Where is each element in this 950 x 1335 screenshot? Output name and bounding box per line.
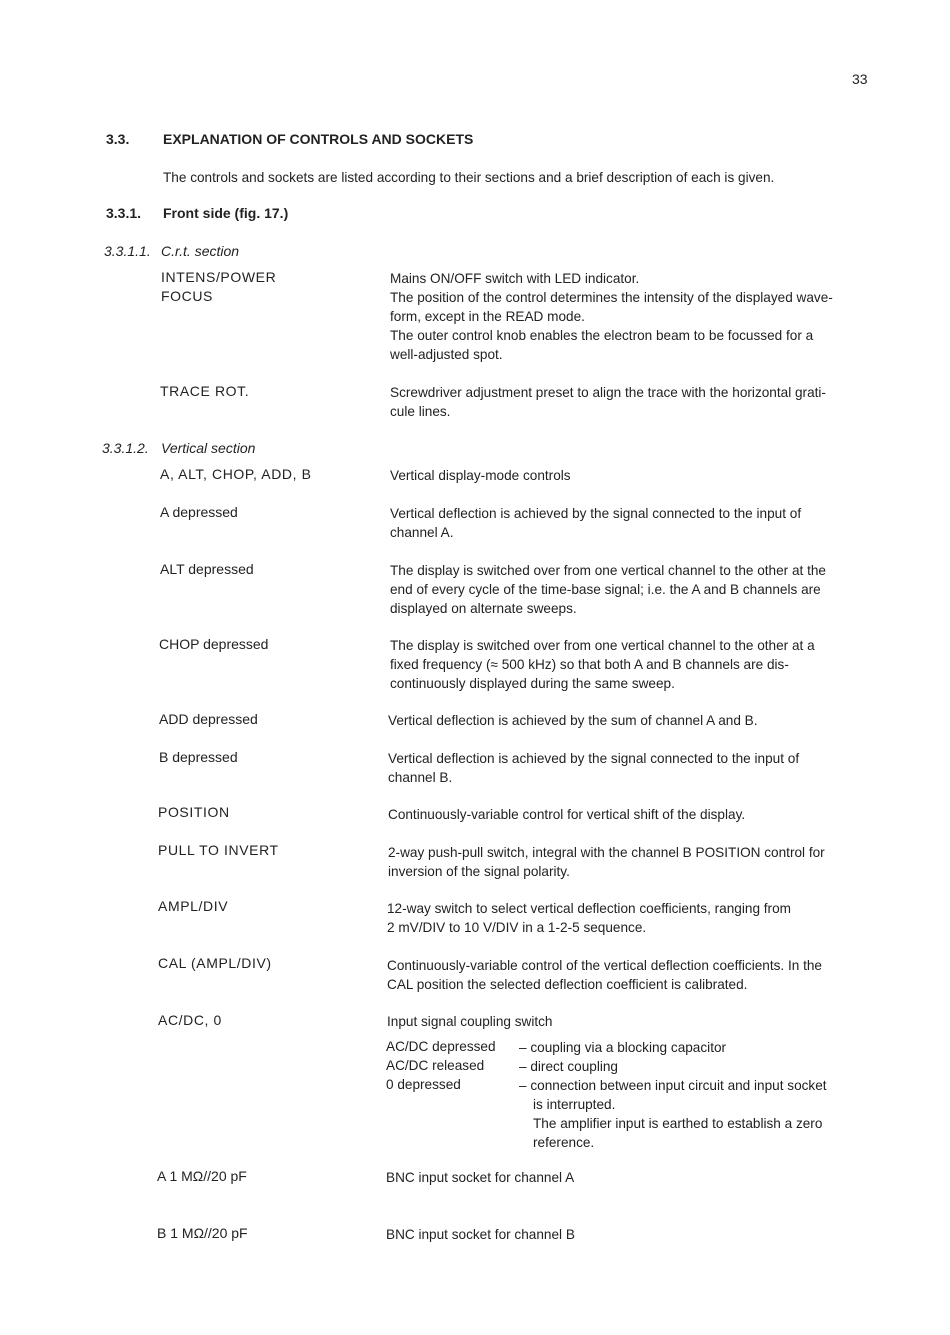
control-label-b-depressed: B depressed [159,749,238,765]
control-label-cal: CAL (AMPL/DIV) [158,955,272,971]
coupling-line: is interrupted. [533,1097,616,1112]
crt-section-title: C.r.t. section [161,243,240,259]
desc-line: BNC input socket for channel B [386,1227,575,1242]
coupling-line: The amplifier input is earthed to establish a zero [533,1116,823,1131]
control-desc-intens-power [390,269,870,288]
section-number: 3.3. [106,131,130,147]
desc-line: Vertical deflection is achieved by the sum of channel A and B. [388,713,758,728]
desc-line: Continuously-variable control for vertical shift of the display. [388,807,746,822]
vertical-section-number: 3.3.1.2. [102,440,149,456]
control-desc-ac-dc [387,1012,867,1031]
coupling-text-ac-dc-released [519,1057,618,1076]
desc-line: The outer control knob enables the electron beam to be focussed for a [390,328,814,343]
desc-line: CAL position the selected deflection coefficient is calibrated. [387,977,748,992]
desc-line: The position of the control determines the intensity of the displayed wave- [390,290,833,305]
desc-line: cule lines. [390,404,451,419]
control-desc-trace-rot [390,383,870,421]
desc-line: inversion of the signal polarity. [388,864,570,879]
control-desc-focus [390,288,870,364]
control-desc-ampl-div [387,899,867,937]
desc-line: end of every cycle of the time-base signal; i.e. the A and B channels are [390,582,821,597]
control-desc-alt-depressed [390,561,870,618]
section-title: EXPLANATION OF CONTROLS AND SOCKETS [163,131,474,147]
control-label-a-depressed: A depressed [160,504,238,520]
control-label-a-input: A 1 MΩ//20 pF [157,1168,247,1184]
desc-line: form, except in the READ mode. [390,309,585,324]
coupling-text-ac-dc-depressed [519,1038,726,1057]
desc-line: Input signal coupling switch [387,1014,553,1029]
desc-line: displayed on alternate sweeps. [390,601,577,616]
desc-line: 2 mV/DIV to 10 V/DIV in a 1-2-5 sequence. [387,920,647,935]
control-label-add-depressed: ADD depressed [159,711,258,727]
desc-line: Mains ON/OFF switch with LED indicator. [390,271,640,286]
desc-line: The display is switched over from one vertical channel to the other at the [390,563,826,578]
control-desc-b-depressed [388,749,868,787]
control-label-pull-to-invert: PULL TO INVERT [158,842,279,858]
subsection-title: Front side (fig. 17.) [163,205,289,221]
desc-line: fixed frequency (≈ 500 kHz) so that both A and B channels are dis- [390,657,789,672]
coupling-line: reference. [533,1135,595,1150]
control-desc-b-input [386,1225,866,1244]
coupling-state-ac-dc-depressed: AC/DC depressed [386,1039,496,1054]
control-label-ampl-div: AMPL/DIV [158,898,229,914]
page-number: 33 [852,71,868,87]
coupling-line: – connection between input circuit and input socket [519,1078,827,1093]
desc-line: 2-way push-pull switch, integral with the channel B POSITION control for [388,845,825,860]
control-label-intens-power: INTENS/POWER [161,269,277,285]
desc-line: The display is switched over from one vertical channel to the other at a [390,638,815,653]
control-desc-position [388,805,868,824]
control-label-trace-rot: TRACE ROT. [160,383,250,399]
control-label-ac-dc: AC/DC, 0 [158,1012,222,1028]
control-desc-cal [387,956,867,994]
desc-line: Screwdriver adjustment preset to align the trace with the horizontal grati- [390,385,826,400]
desc-line: Vertical display-mode controls [390,468,571,483]
coupling-text-zero-depressed [519,1076,827,1152]
desc-line: channel A. [390,525,454,540]
desc-line: BNC input socket for channel A [386,1170,575,1185]
desc-line: continuously displayed during the same sweep. [390,676,675,691]
crt-section-number: 3.3.1.1. [104,243,151,259]
desc-line: 12-way switch to select vertical deflection coefficients, ranging from [387,901,791,916]
control-desc-a-input [386,1168,866,1187]
coupling-line: – coupling via a blocking capacitor [519,1040,727,1055]
coupling-state-ac-dc-released: AC/DC released [386,1058,485,1073]
desc-line: channel B. [388,770,453,785]
control-desc-chop-depressed [390,636,870,693]
desc-line: Vertical deflection is achieved by the signal connected to the input of [390,506,802,521]
control-label-position: POSITION [158,804,230,820]
coupling-state-zero-depressed: 0 depressed [386,1077,461,1092]
coupling-line: – direct coupling [519,1059,618,1074]
control-desc-display-mode [390,466,870,485]
control-desc-a-depressed [390,504,870,542]
desc-line: well-adjusted spot. [390,347,503,362]
control-label-focus: FOCUS [161,288,213,304]
control-label-alt-depressed: ALT depressed [160,561,254,577]
control-label-chop-depressed: CHOP depressed [159,636,269,652]
control-desc-add-depressed [388,711,868,730]
subsection-number: 3.3.1. [106,205,142,221]
vertical-section-title: Vertical section [161,440,256,456]
section-intro: The controls and sockets are listed according to their sections and a brief description of each is given. [163,170,775,185]
control-label-display-mode: A, ALT, CHOP, ADD, B [160,466,312,482]
control-desc-pull-to-invert [388,843,868,881]
control-label-b-input: B 1 MΩ//20 pF [157,1225,248,1241]
desc-line: Vertical deflection is achieved by the signal connected to the input of [388,751,800,766]
desc-line: Continuously-variable control of the vertical deflection coefficients. In the [387,958,822,973]
